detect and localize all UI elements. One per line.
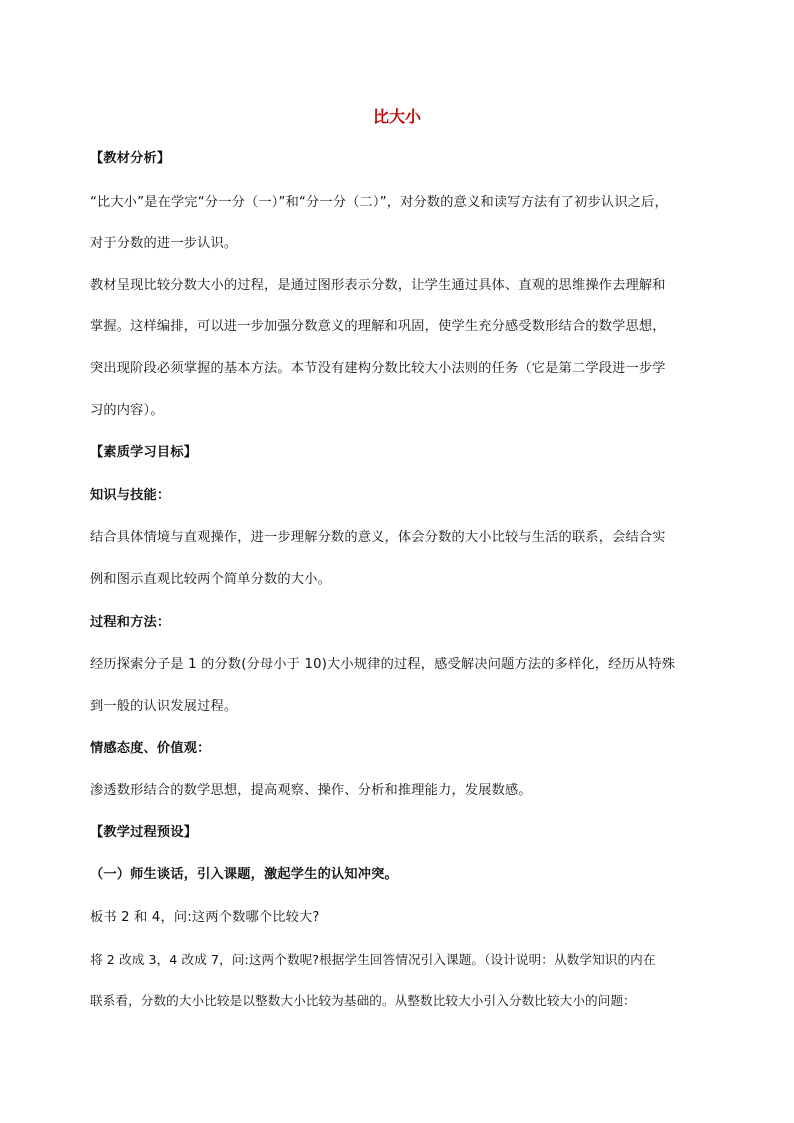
subheading-emotion-values: 情感态度、价值观： [90, 741, 211, 756]
document-title: 比大小 [372, 107, 421, 126]
section-heading-textbook-analysis: 【教材分析】 [90, 151, 171, 166]
paragraph-line: 经历探索分子是 1 的分数(分母小于 10)大小规律的过程，感受解决问题方法的多样化，经历从特殊 [90, 657, 676, 672]
subheading-process-methods: 过程和方法： [90, 615, 171, 630]
section-heading-teaching-process: 【教学过程预设】 [90, 825, 198, 840]
paragraph-line: 到一般的认识发展过程。 [90, 699, 238, 714]
paragraph-line: 对于分数的进一步认识。 [90, 236, 238, 251]
paragraph-line: 渗透数形结合的数学思想，提高观察、操作、分析和推理能力，发展数感。 [90, 783, 532, 798]
paragraph-line: 习的内容）。 [90, 403, 164, 418]
paragraph-line: 教材呈现比较分数大小的过程，是通过图形表示分数，让学生通过具体、直观的思维操作去理解和 [90, 278, 666, 293]
subheading-knowledge-skills: 知识与技能： [90, 488, 171, 503]
paragraph-line: 结合具体情境与直观操作，进一步理解分数的意义，体会分数的大小比较与生活的联系，会结合实 [90, 530, 666, 545]
paragraph-line: 板书 2 和 4，问:这两个数哪个比较大? [90, 910, 320, 925]
section-heading-learning-goals: 【素质学习目标】 [90, 445, 198, 460]
paragraph-line: 联系看，分数的大小比较是以整数大小比较为基础的。从整数比较大小引入分数比较大小的问题： [90, 993, 636, 1008]
paragraph-line: 例和图示直观比较两个简单分数的大小。 [90, 572, 331, 587]
paragraph-line: 将 2 改成 3，4 改成 7，问:这两个数呢?根据学生回答情况引入课题。（设计说明：从数学知识的内在 [90, 952, 656, 967]
paragraph-line: 掌握。这样编排，可以进一步加强分数意义的理解和巩固，使学生充分感受数形结合的数学思想， [90, 319, 666, 334]
paragraph-line: “比大小”是在学完“分一分（一）”和“分一分（二）”，对分数的意义和读写方法有了初步认识之后， [90, 195, 668, 210]
paragraph-line: 突出现阶段必须掌握的基本方法。本节没有建构分数比较大小法则的任务（它是第二学段进一步学 [90, 361, 666, 376]
subheading-step-1: （一）师生谈话，引入课题，激起学生的认知冲突。 [90, 867, 398, 882]
